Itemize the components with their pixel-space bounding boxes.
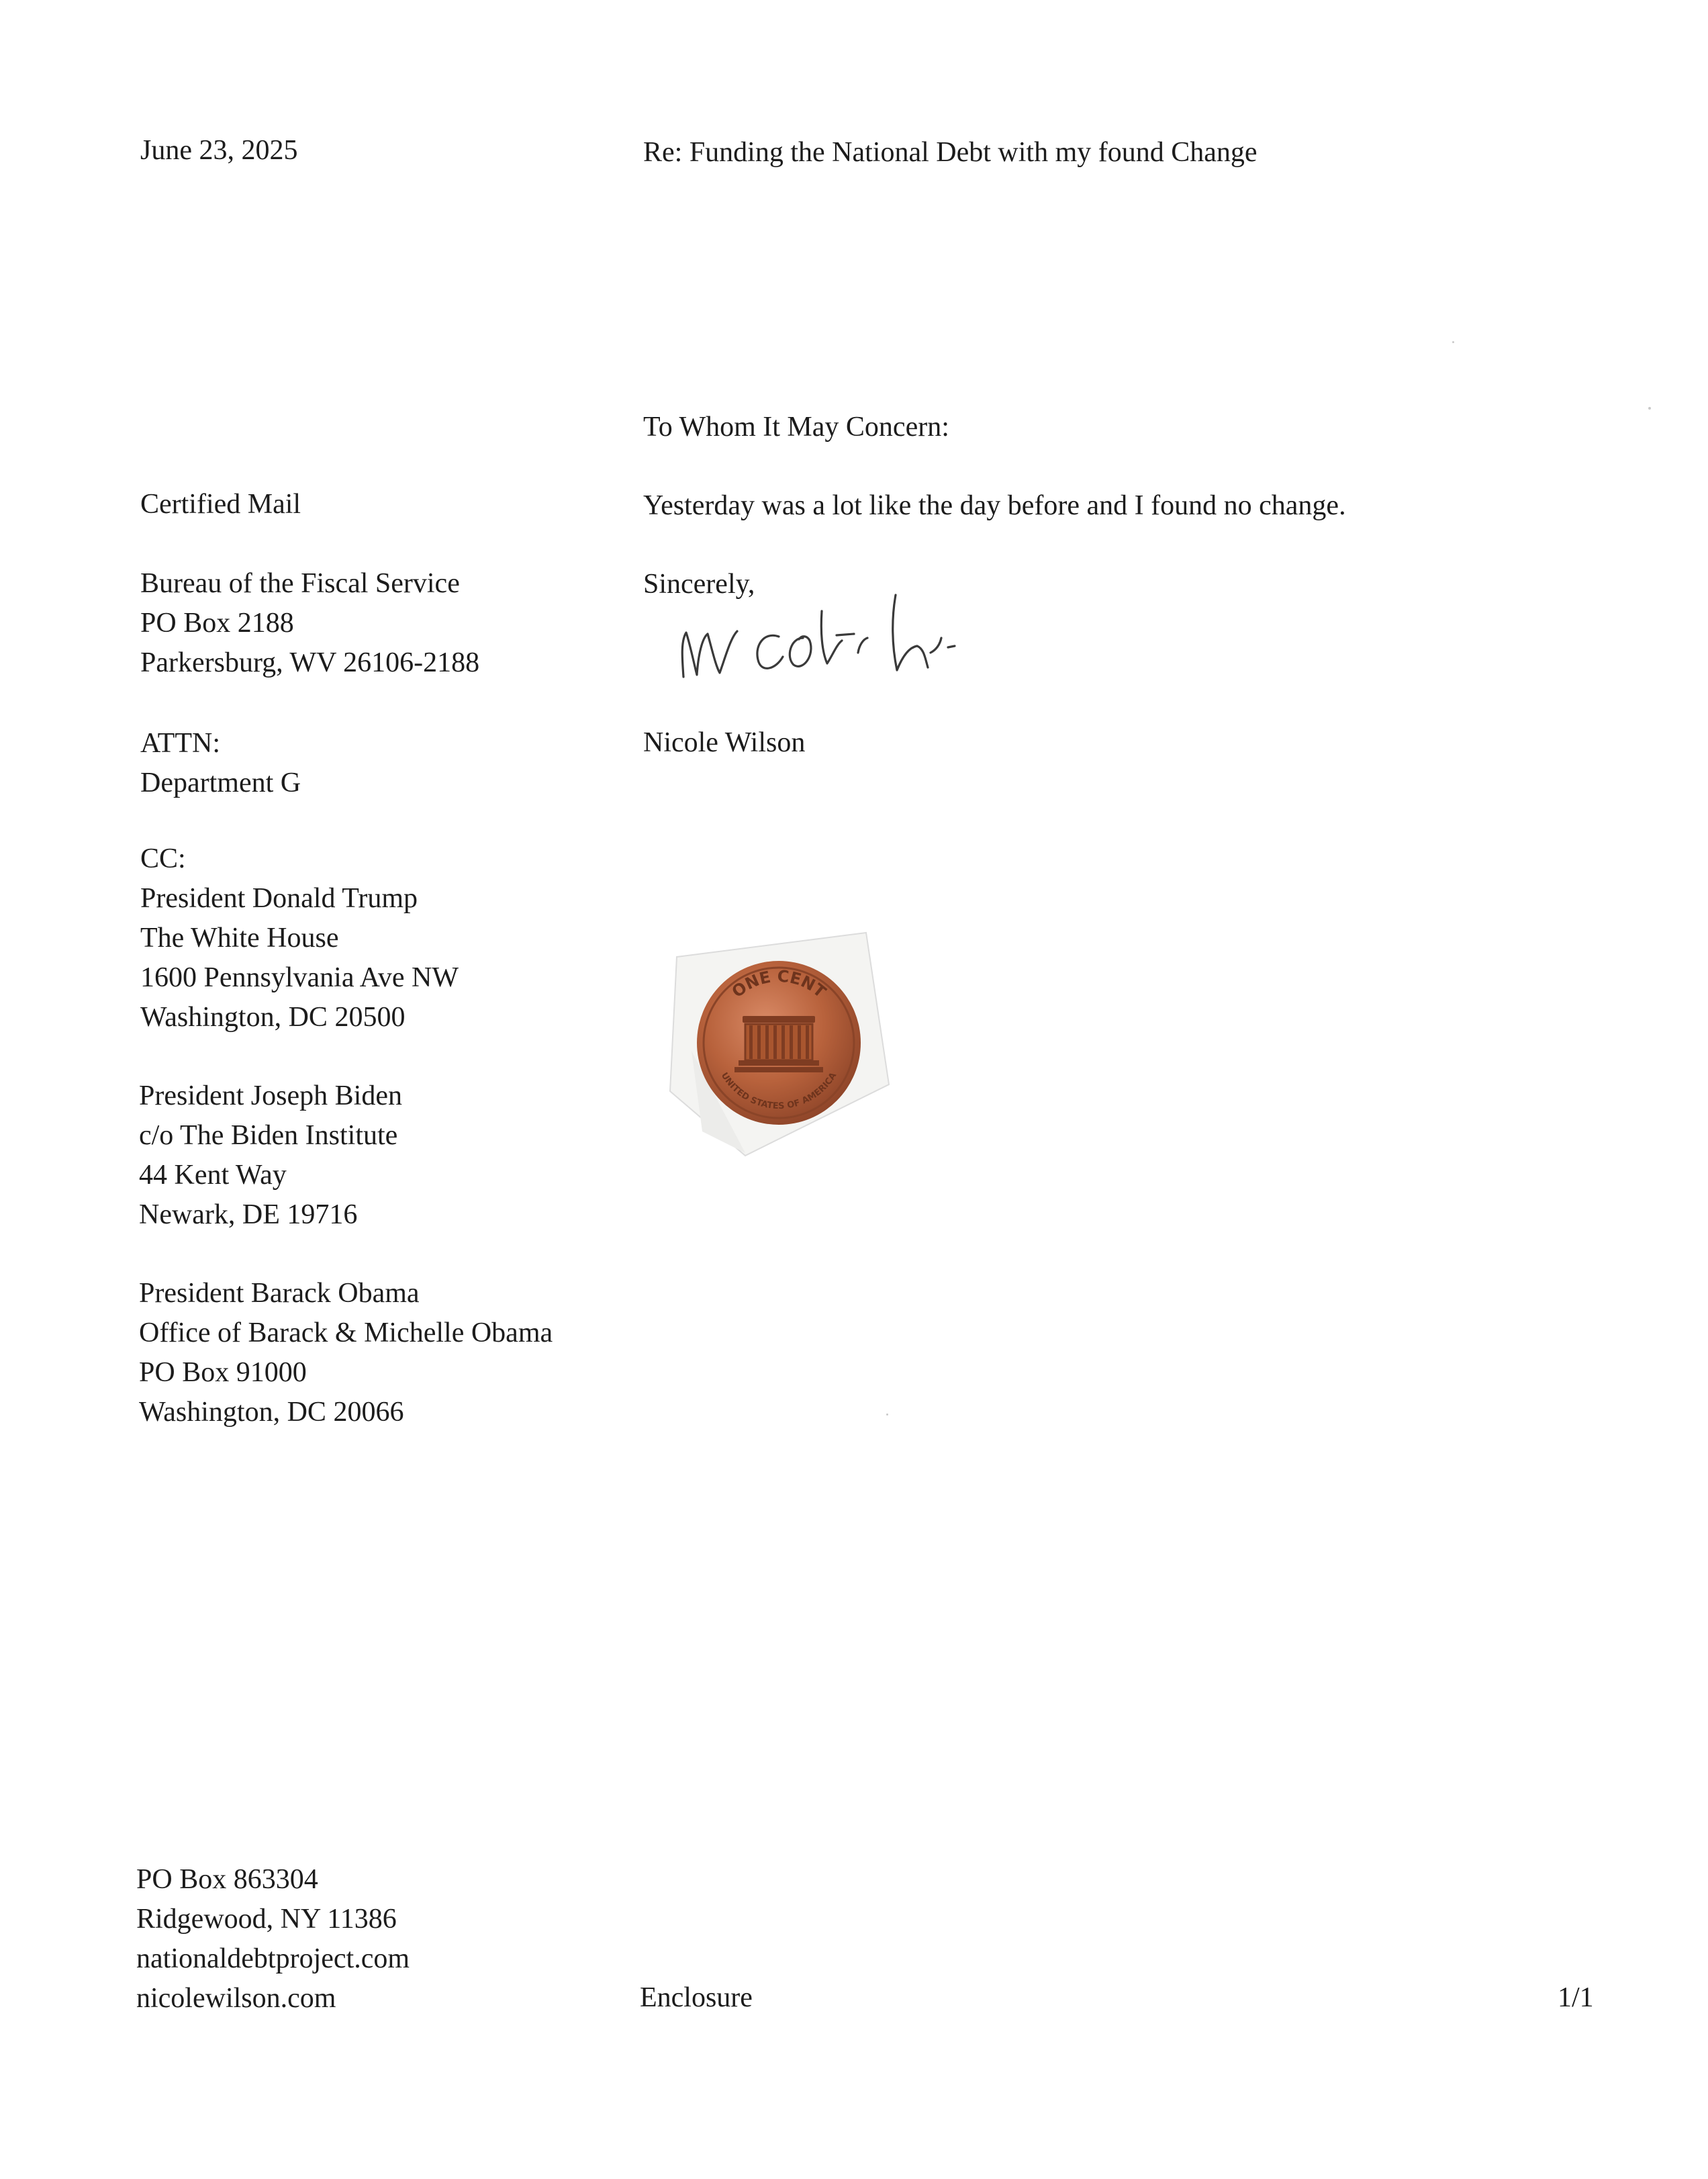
cc-recipient-obama [139, 1274, 553, 1432]
enclosure-label: Enclosure [640, 1982, 753, 2013]
svg-text:UNITED STATES OF AMERICA: UNITED STATES OF AMERICA [718, 1070, 839, 1112]
delivery-method: Certified Mail [140, 489, 301, 520]
cc-line: President Donald Trump [140, 883, 418, 914]
sender-name: Nicole Wilson [643, 727, 806, 758]
footer-line: PO Box 863304 [136, 1864, 318, 1895]
salutation: To Whom It May Concern: [643, 412, 949, 443]
svg-text:ONE CENT: ONE CENT [728, 966, 830, 1002]
scan-speck [1648, 407, 1651, 410]
cc-line: 1600 Pennsylvania Ave NW [140, 962, 459, 993]
attn-department: Department G [140, 768, 301, 798]
attn-block [140, 724, 301, 803]
cc-line: 44 Kent Way [139, 1160, 287, 1191]
penny-icon [665, 930, 893, 1158]
footer-return-address [136, 1860, 410, 2019]
cc-block [140, 839, 459, 1037]
subject-line: Re: Funding the National Debt with my found Change [643, 137, 1258, 168]
cc-line: The White House [140, 923, 339, 954]
attn-label: ATTN: [140, 728, 220, 759]
scan-speck [886, 1413, 888, 1416]
footer-line: Ridgewood, NY 11386 [136, 1904, 397, 1935]
address-line: Bureau of the Fiscal Service [140, 568, 460, 599]
cc-line: President Barack Obama [139, 1278, 420, 1309]
recipient-address [140, 564, 479, 683]
letter-body: Yesterday was a lot like the day before and I found no change. [643, 490, 1346, 521]
cc-line: Newark, DE 19716 [139, 1199, 358, 1230]
cc-line: Office of Barack & Michelle Obama [139, 1317, 553, 1348]
address-line: Parkersburg, WV 26106-2188 [140, 647, 480, 678]
scan-speck [1452, 341, 1454, 343]
footer-line: nationaldebtproject.com [136, 1943, 410, 1974]
handwritten-signature [678, 591, 1000, 692]
letter-date: June 23, 2025 [140, 135, 298, 166]
cc-line: President Joseph Biden [139, 1080, 402, 1111]
footer-line: nicolewilson.com [136, 1983, 336, 2014]
address-line: PO Box 2188 [140, 608, 294, 639]
cc-label: CC: [140, 843, 186, 874]
cc-recipient-biden [139, 1076, 402, 1235]
cc-line: Washington, DC 20066 [139, 1397, 404, 1428]
closing: Sincerely, [643, 569, 755, 600]
cc-line: Washington, DC 20500 [140, 1002, 406, 1033]
page-number: 1/1 [1558, 1982, 1594, 2013]
enclosed-penny [665, 930, 893, 1162]
cc-line: PO Box 91000 [139, 1357, 307, 1388]
cc-line: c/o The Biden Institute [139, 1120, 398, 1151]
